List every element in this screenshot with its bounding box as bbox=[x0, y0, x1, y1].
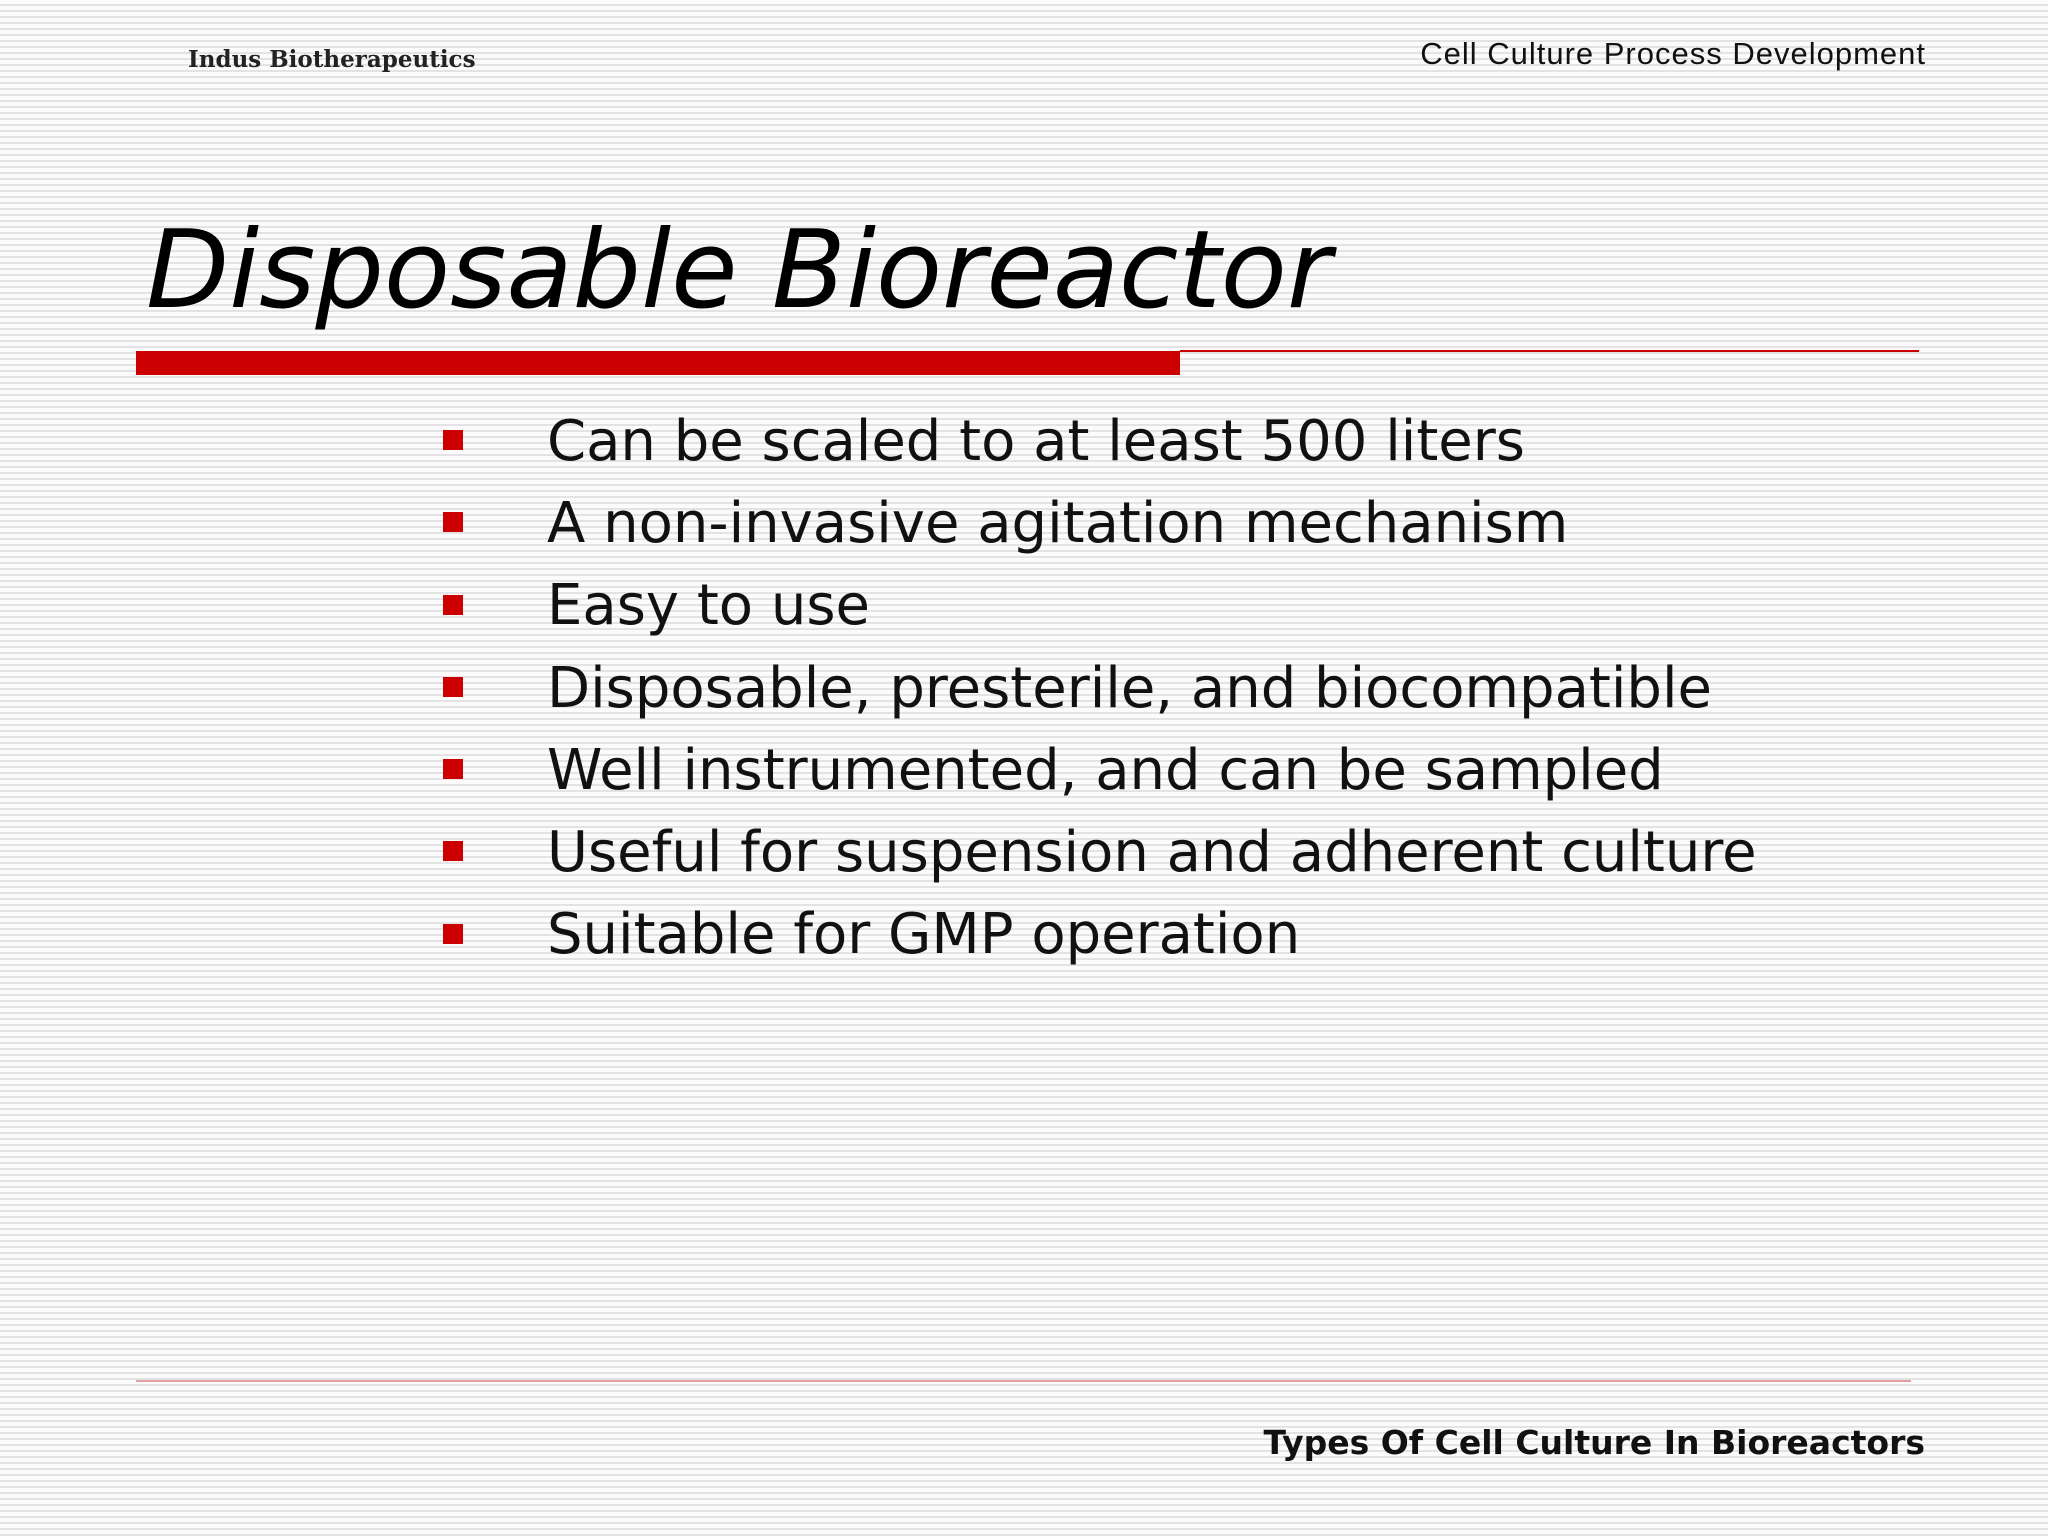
bullet-text: Useful for suspension and adherent culture bbox=[547, 820, 1757, 886]
square-bullet-icon bbox=[443, 841, 463, 861]
bullet-item bbox=[440, 482, 1757, 564]
bullet-text: Disposable, presterile, and biocompatible bbox=[547, 655, 1712, 721]
bullet-text: A non-invasive agitation mechanism bbox=[547, 490, 1569, 556]
title-underline-thick bbox=[136, 351, 1180, 375]
bullet-item bbox=[440, 400, 1757, 482]
footer-section-title: Types Of Cell Culture In Bioreactors bbox=[1263, 1423, 1925, 1462]
bullet-text: Suitable for GMP operation bbox=[547, 902, 1301, 968]
square-bullet-icon bbox=[443, 924, 463, 944]
bullet-text: Well instrumented, and can be sampled bbox=[547, 737, 1664, 803]
square-bullet-icon bbox=[443, 595, 463, 615]
bullet-text: Can be scaled to at least 500 liters bbox=[547, 408, 1525, 474]
bullet-item bbox=[440, 729, 1757, 811]
square-bullet-icon bbox=[443, 430, 463, 450]
bullet-item bbox=[440, 565, 1757, 647]
bullet-text: Easy to use bbox=[547, 573, 870, 639]
bullet-item bbox=[440, 894, 1757, 976]
square-bullet-icon bbox=[443, 677, 463, 697]
footer-divider bbox=[136, 1380, 1911, 1382]
header-topic: Cell Culture Process Development bbox=[1420, 36, 1926, 71]
square-bullet-icon bbox=[443, 759, 463, 779]
bullet-item bbox=[440, 811, 1757, 893]
square-bullet-icon bbox=[443, 512, 463, 532]
bullet-item bbox=[440, 647, 1757, 729]
slide-title: Disposable Bioreactor bbox=[146, 208, 1332, 333]
title-underline-thin bbox=[1180, 350, 1919, 352]
header-company: Indus Biotherapeutics bbox=[188, 46, 476, 73]
bullet-list bbox=[440, 400, 1757, 976]
